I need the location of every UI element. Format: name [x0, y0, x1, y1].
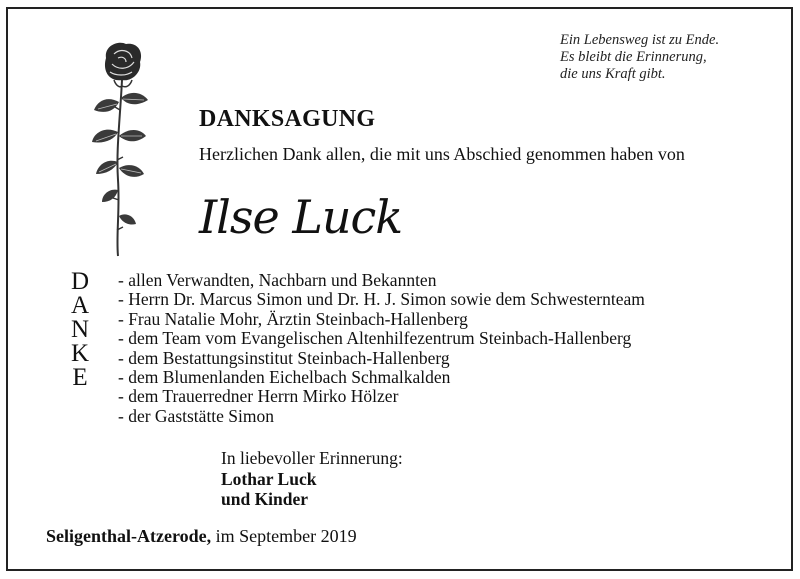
- signer-name: und Kinder: [221, 489, 309, 509]
- notice-heading: DANKSAGUNG: [199, 106, 376, 132]
- rose-icon: [86, 40, 156, 258]
- date: im September 2019: [215, 526, 357, 546]
- place-date: [46, 526, 357, 547]
- intro-text: Herzlichen Dank allen, die mit uns Abschied genommen haben von: [199, 144, 685, 164]
- quote-block: [560, 32, 719, 83]
- list-item: - dem Team vom Evangelischen Altenhilfezentrum Steinbach-Hallenberg: [118, 328, 632, 349]
- danke-letter: D: [70, 268, 90, 295]
- danke-letter: K: [70, 340, 90, 367]
- list-item: - dem Bestattungsinstitut Steinbach-Hallenberg: [118, 347, 450, 368]
- list-item: - dem Trauerredner Herrn Mirko Hölzer: [118, 386, 399, 407]
- deceased-name: Ilse Luck: [199, 190, 403, 244]
- list-item: - dem Blumenlanden Eichelbach Schmalkalden: [118, 367, 451, 388]
- list-item: - allen Verwandten, Nachbarn und Bekannten: [118, 270, 437, 290]
- place: Seligenthal-Atzerode,: [46, 526, 212, 546]
- danke-letter: E: [72, 364, 88, 391]
- danke-vertical: [65, 270, 95, 390]
- quote-line: Ein Lebensweg ist zu Ende.: [560, 32, 720, 48]
- signers: [221, 469, 316, 509]
- list-item: - der Gaststätte Simon: [118, 405, 275, 426]
- list-item: - Frau Natalie Mohr, Ärztin Steinbach-Hallenberg: [118, 308, 468, 329]
- danke-letter: A: [70, 292, 90, 319]
- quote-line: Es bleibt die Erinnerung,: [560, 49, 707, 65]
- memory-line: In liebevoller Erinnerung:: [221, 448, 403, 468]
- quote-line: die uns Kraft gibt.: [560, 66, 666, 82]
- thanks-list: [118, 271, 645, 426]
- signer-name: Lothar Luck: [221, 469, 317, 489]
- list-item: - Herrn Dr. Marcus Simon und Dr. H. J. Simon sowie dem Schwesternteam: [118, 289, 645, 310]
- danke-letter: N: [70, 316, 90, 343]
